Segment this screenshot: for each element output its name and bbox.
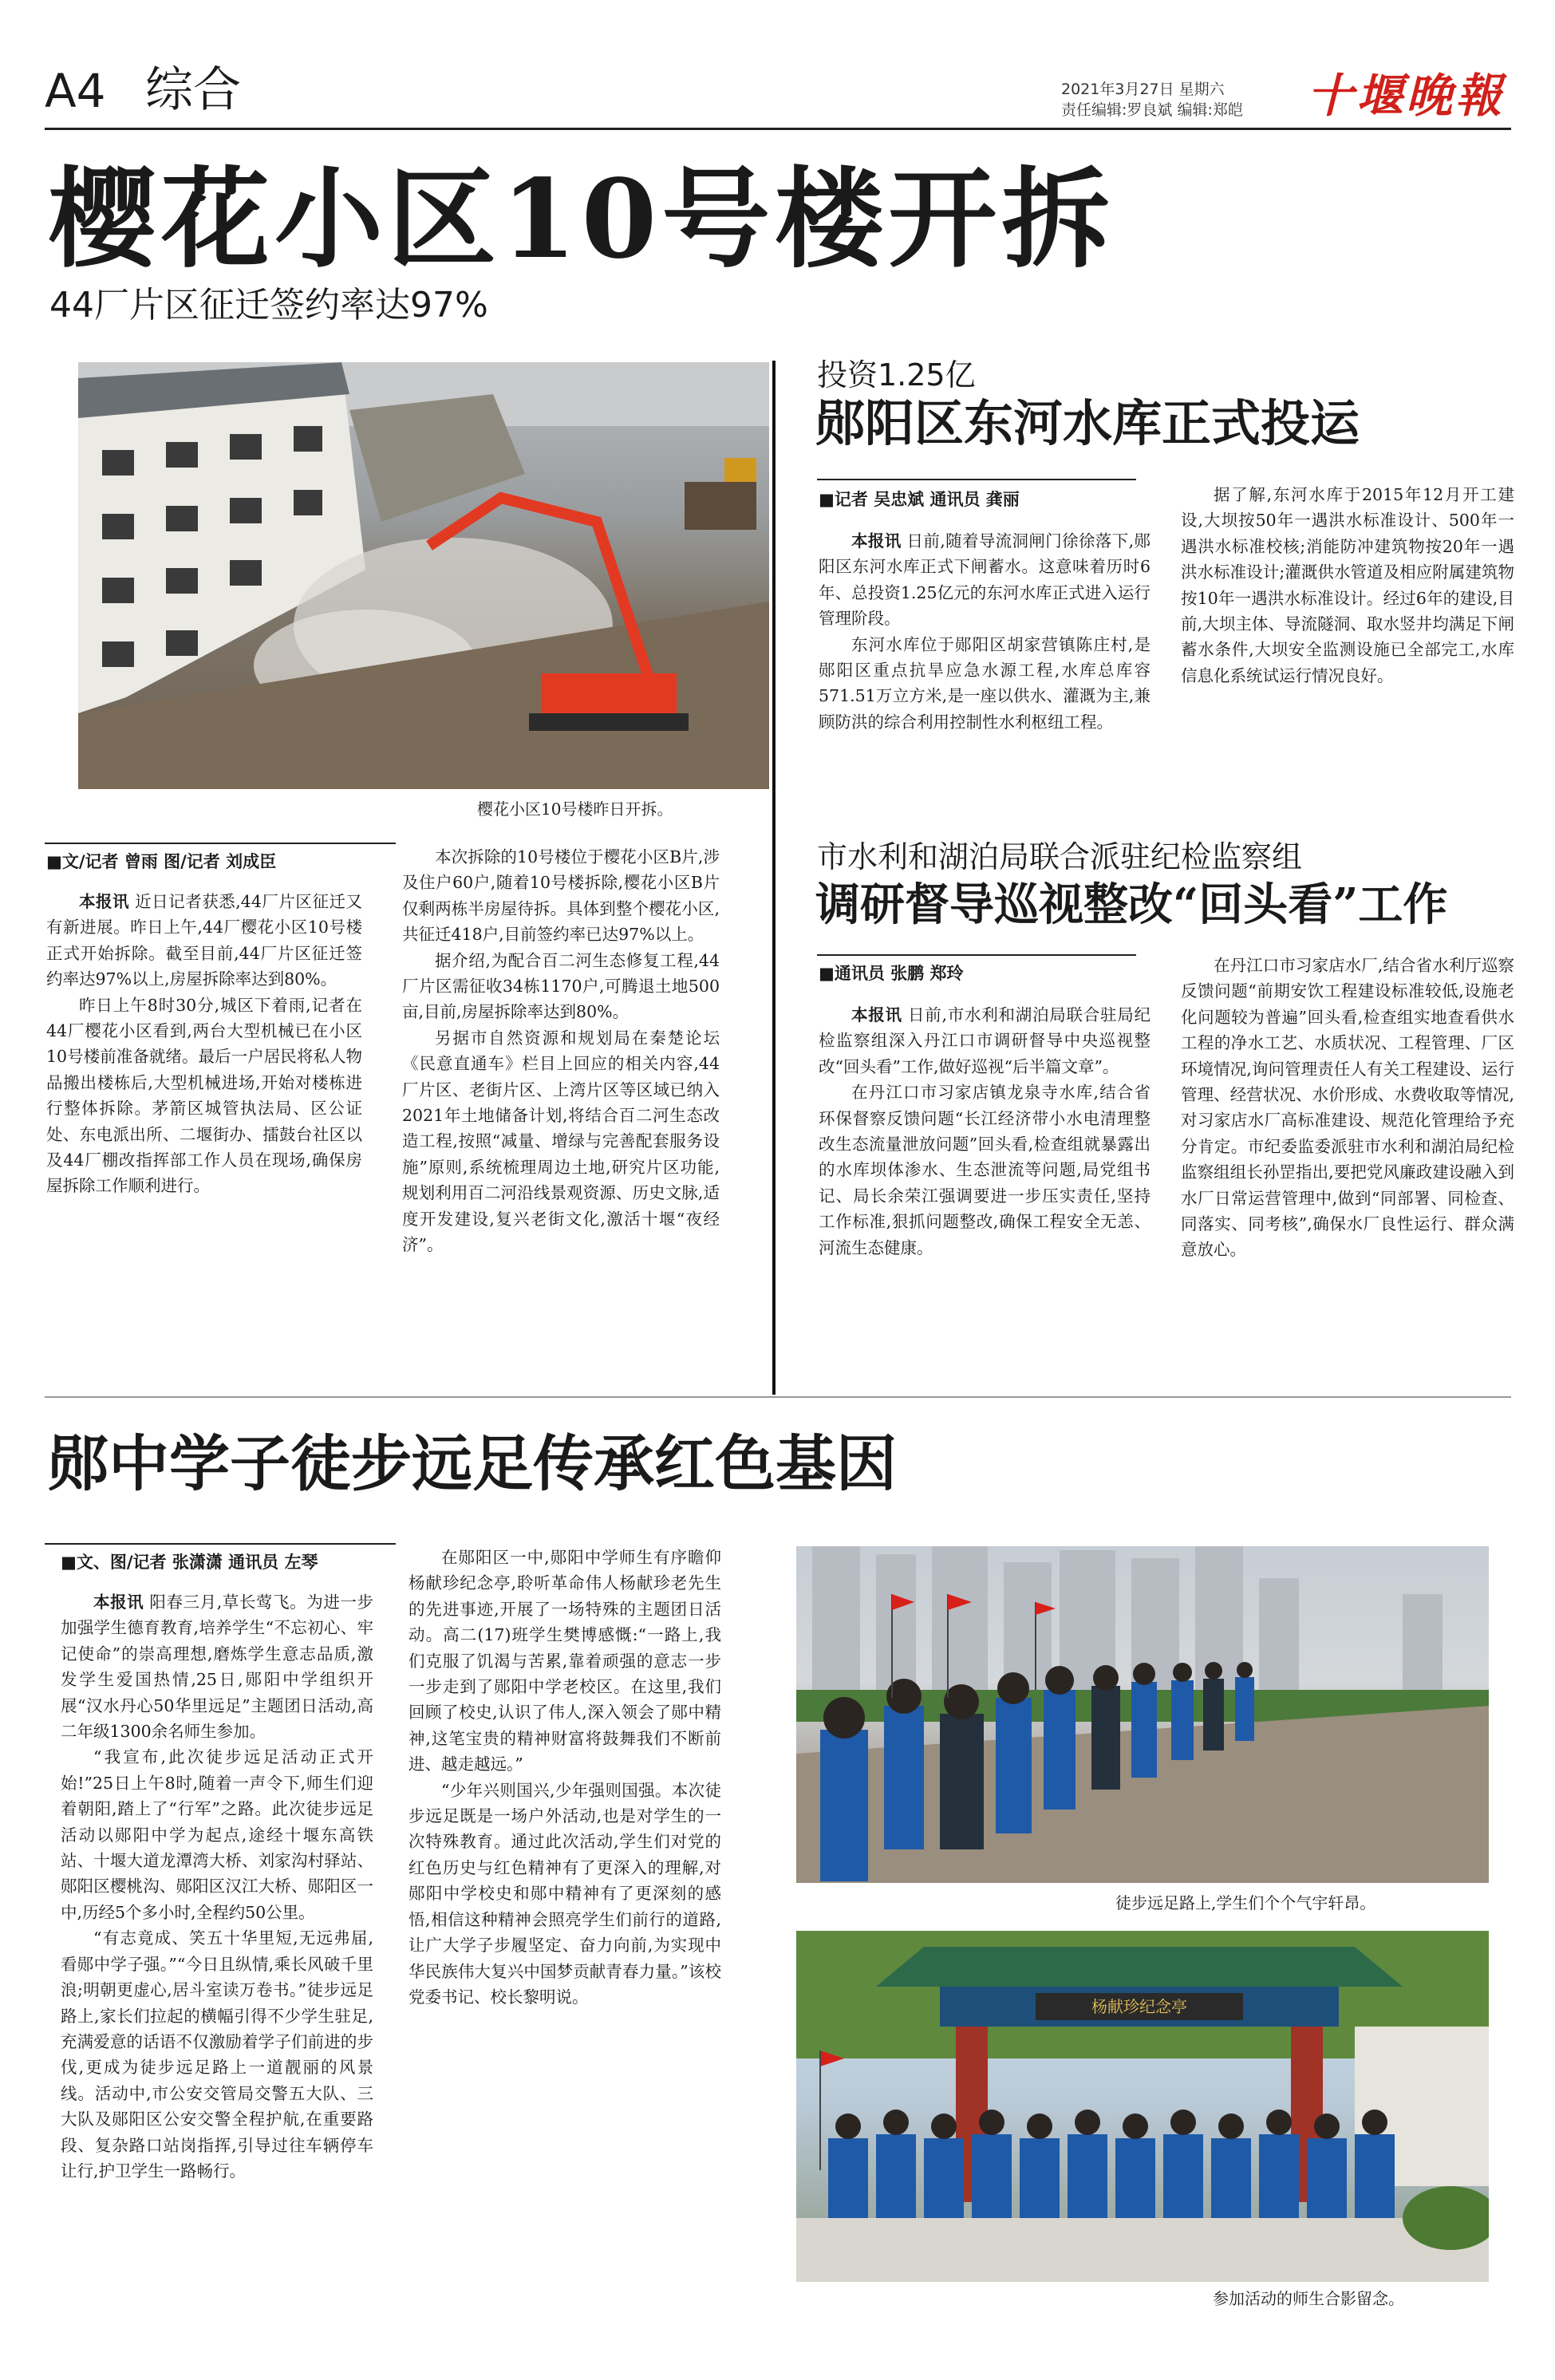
story3-lead-tag: 本报讯: [851, 1005, 902, 1024]
story2-column-2: [1181, 482, 1514, 777]
story3-headline: 调研督导巡视整改“回头看”工作: [815, 878, 1448, 931]
story2-headline: 郧阳区东河水库正式投运: [815, 394, 1360, 452]
story2-paragraph-1: 日前,随着导流洞闸门徐徐落下,郧阳区东河水库正式下闸蓄水。这意味着历时6年、总投资1.25亿元的东河水库正式进入运行管理阶段。: [819, 531, 1150, 629]
story1-lead-tag: 本报讯: [79, 892, 130, 911]
story3-column-1: [819, 1002, 1150, 1377]
story4-lead-tag: 本报讯: [93, 1593, 144, 1612]
demolition-photo: [78, 362, 769, 789]
story4-column-1: [61, 1589, 373, 2299]
story4-top-rule: [45, 1396, 1511, 1398]
story2-lead-tag: 本报讯: [851, 531, 902, 551]
newspaper-logo: 十堰晚報: [1307, 69, 1506, 123]
story3-byline-rule: [817, 954, 1136, 956]
story3-byline: ■通讯员 张鹏 郑玲: [819, 964, 964, 983]
story2-kicker: 投资1.25亿: [817, 357, 976, 393]
story2-byline: ■记者 吴忠斌 通讯员 龚丽: [819, 490, 1020, 509]
story1-byline-rule: [45, 843, 396, 844]
story4-column-2: [408, 1545, 721, 2311]
group-photo-scene: [796, 1931, 1489, 2282]
story3-paragraph-3: 在丹江口市习家店水厂,结合省水利厅巡察反馈问题“前期安饮工程建设标准较低,设施老化问题较为普遍”回头看,检查组实地查看供水工程的净水工艺、水质状况、工程管理、厂区环境情况,询问管理责任人有关工程建设、运行管理、经营状况、水价形成、水费收取等情况,对习家店水厂高标准建设、规范化管理给予充分肯定。市纪委监委派驻市水利和湖泊局纪检监察组组长孙罡指出,要把党风廉政建设融入到水厂日常运营管理中,做到“同部署、同检查、同落实、同考核”,确保水厂良性运行、群众满意放心。: [1181, 956, 1514, 1260]
story1-paragraph-2: 昨日上午8时30分,城区下着雨,记者在44厂樱花小区看到,两台大型机械已在小区10号楼前准备就绪。最后一户居民将私人物品搬出楼栋后,大型机械进场,开始对楼栋进行整体拆除。茅箭区城管执法局、区公证处、东电派出所、二堰街办、擂鼓台社区以及44厂棚改指挥部工作人员在现场,确保房屋拆除工作顺利进行。: [46, 995, 362, 1196]
section-code: A4: [45, 64, 106, 118]
issue-date: 2021年3月27日 星期六: [1061, 81, 1225, 98]
story1-byline: ■文/记者 曾雨 图/记者 刘成臣: [46, 852, 277, 871]
story4-paragraph-2: “我宣布,此次徒步远足活动正式开始!”25日上午8时,随着一声令下,师生们迎着朝阳,踏上了“行军”之路。此次徒步远足活动以郧阳中学为起点,途经十堰东高铁站、十堰大道龙潭湾大桥、刘家沟村驿站、郧阳区樱桃沟、郧阳区汉江大桥、郧阳区一中,历经5个多小时,全程约50公里。: [61, 1747, 373, 1922]
story1-headline: 樱花小区10号楼开拆: [48, 156, 1115, 283]
group-photo-caption: 参加活动的师生合影留念。: [1213, 2289, 1404, 2308]
story1-column-1: [46, 889, 362, 1368]
story2-paragraph-3: 据了解,东河水库于2015年12月开工建设,大坝按50年一遇洪水标准设计、500年一遇洪水标准校核;消能防冲建筑物按20年一遇洪水标准设计;灌溉供水管道及相应附属建筑物按10年一遇洪水标准设计。经过6年的建设,目前,大坝主体、导流隧洞、取水竖井均满足下闸蓄水条件,大坝安全监测设施已全部完工,水库信息化系统试运行情况良好。: [1181, 485, 1514, 685]
group-photo: [796, 1931, 1489, 2282]
header-rule: [45, 128, 1511, 130]
story2-column-1: [819, 528, 1150, 776]
story3-paragraph-2: 在丹江口市习家店镇龙泉寺水库,结合省环保督察反馈问题“长江经济带小水电清理整改生态流量泄放问题”回头看,检查组就暴露出的水库坝体渗水、生态泄流等问题,局党组书记、局长余荣江强调要进一步压实责任,坚持工作标准,狠抓问题整改,确保工程安全无恙、河流生态健康。: [819, 1083, 1150, 1257]
vertical-divider: [772, 361, 776, 1395]
pavilion-sign: 杨献珍纪念亭: [1091, 1997, 1187, 2016]
demolition-scene: [78, 362, 769, 789]
story1-paragraph-3: 本次拆除的10号楼位于樱花小区B片,涉及住户60户,随着10号楼拆除,樱花小区B片仅剩两栋半房屋待拆。具体到整个樱花小区,共征迁418户,目前签约率已达97%以上。: [402, 847, 720, 945]
story4-paragraph-3: “有志竟成、笑五十华里短,无远弗届,看郧中学子强。”“今日且纵情,乘长风破千里浪;明朝更虚心,居斗室读万卷书。”徒步远足路上,家长们拉起的横幅引得不少学生驻足,充满爱意的话语不仅激励着学子们前进的步伐,更成为徒步远足路上一道靓丽的风景线。活动中,市公安交管局交警五大队、三大队及郧阳区公安交警全程护航,在重要路段、复杂路口站岗指挥,引导过往车辆停车让行,护卫学生一路畅行。: [61, 1928, 373, 2181]
story1-subhead: 44厂片区征迁签约率达97%: [49, 285, 488, 326]
story4-paragraph-5: “少年兴则国兴,少年强则国强。本次徒步远足既是一场户外活动,也是对学生的一次特殊教育。通过此次活动,学生们对党的红色历史与红色精神有了更深入的理解,对郧阳中学校史和郧中精神有了更深刻的感悟,相信这种精神会照亮学生们前行的道路,让广大学子步履坚定、奋力向前,为实现中华民族伟大复兴中国梦贡献青春力量。”该校党委书记、校长黎明说。: [408, 1780, 721, 2007]
story2-paragraph-2: 东河水库位于郧阳区胡家营镇陈庄村,是郧阳区重点抗旱应急水源工程,水库总库容571.51万立方米,是一座以供水、灌溉为主,兼顾防洪的综合利用控制性水利枢纽工程。: [819, 634, 1150, 732]
demolition-photo-caption: 樱花小区10号楼昨日开拆。: [477, 799, 673, 819]
story2-byline-rule: [817, 479, 1136, 480]
story3-kicker: 市水利和湖泊局联合派驻纪检监察组: [817, 839, 1303, 874]
story1-column-2: [402, 844, 720, 1371]
students-walking-caption: 徒步远足路上,学生们个个气宇轩昂。: [1115, 1893, 1376, 1912]
editor-credit: 责任编辑:罗良斌 编辑:郑皑: [1061, 101, 1243, 119]
story4-byline-rule: [45, 1543, 396, 1545]
story4-headline: 郧中学子徒步远足传承红色基因: [48, 1428, 897, 1499]
story1-paragraph-4: 据介绍,为配合百二河生态修复工程,44厂片区需征收34栋1170户,可腾退土地500亩,目前,房屋拆除率达到80%。: [402, 950, 720, 1022]
students-walking-scene: [796, 1546, 1489, 1883]
story4-paragraph-1: 阳春三月,草长莺飞。为进一步加强学生德育教育,培养学生“不忘初心、牢记使命”的崇高理想,磨炼学生意志品质,激发学生爱国热情,25日,郧阳中学组织开展“汉水丹心50华里远足”主题团日活动,高二年级1300余名师生参加。: [61, 1593, 374, 1742]
story4-paragraph-4: 在郧阳区一中,郧阳中学师生有序瞻仰杨献珍纪念亭,聆听革命伟人杨献珍老先生的先进事迹,开展了一场特殊的主题团日活动。高二(17)班学生樊博感慨:“一路上,我们克服了饥渴与苦累,靠着顽强的意志一步一步走到了郧阳中学老校区。在这里,我们回顾了校史,认识了伟人,深入领会了郧中精神,这笔宝贵的精神财富将鼓舞我们不断前进、越走越远。”: [408, 1548, 721, 1774]
students-walking-photo: [796, 1546, 1489, 1883]
story3-paragraph-1: 日前,市水利和湖泊局联合驻局纪检监察组深入丹江口市调研督导中央巡视整改“回头看”工作,做好巡视“后半篇文章”。: [819, 1005, 1150, 1076]
story1-paragraph-5: 另据市自然资源和规划局在秦楚论坛《民意直通车》栏目上回应的相关内容,44厂片区、老街片区、上湾片区等区域已纳入2021年土地储备计划,将结合百二河生态改造工程,按照“减量、增绿与完善配套服务设施”原则,系统梳理周边土地,研究片区功能,规划利用百二河沿线景观资源、历史文脉,适度开发建设,复兴老街文化,激活十堰“夜经济”。: [402, 1028, 720, 1255]
section-name: 综合: [145, 62, 241, 118]
story3-column-2: [1181, 953, 1514, 1383]
story1-paragraph-1: 近日记者获悉,44厂片区征迁又有新进展。昨日上午,44厂樱花小区10号楼正式开始拆除。截至目前,44厂片区征迁签约率达97%以上,房屋拆除率达到80%。: [46, 892, 362, 989]
story4-byline: ■文、图/记者 张潇潇 通讯员 左琴: [61, 1553, 318, 1572]
